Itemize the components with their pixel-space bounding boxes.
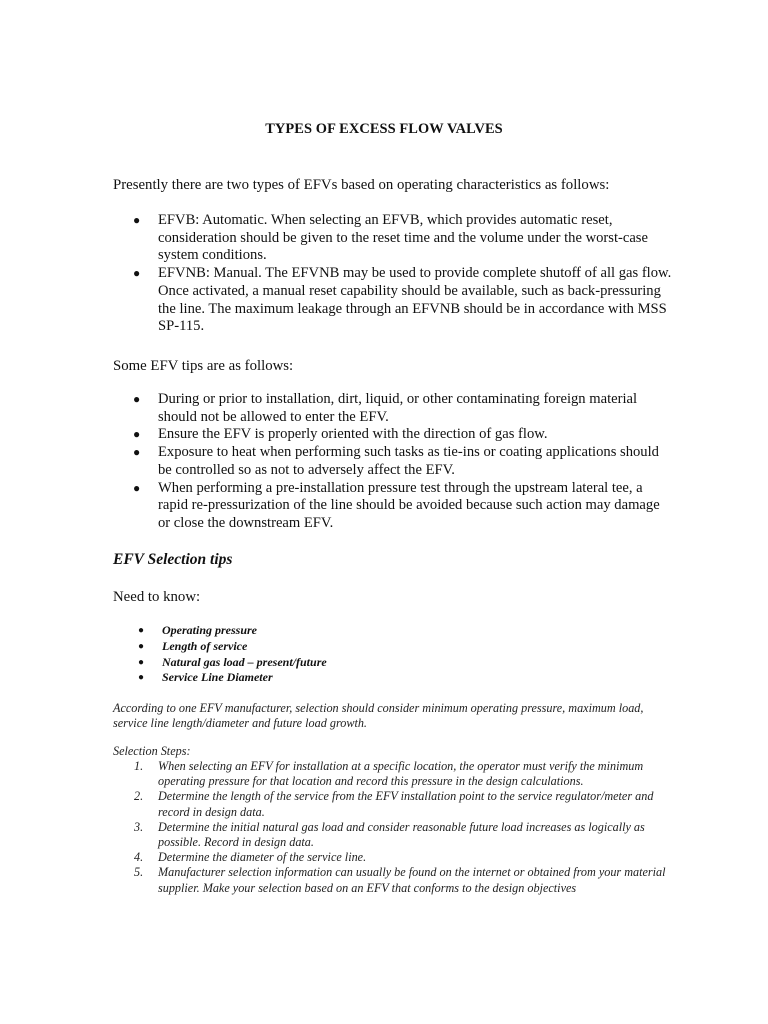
intro-paragraph: Presently there are two types of EFVs based on operating characteristics as follows: <box>113 177 610 193</box>
need-item: ● Natural gas load – present/future <box>138 654 327 669</box>
efv-tip-item: ● When performing a pre-installation pressure test through the upstream lateral tee, a rapid re-pressurization of the line should be avoided because such action may damage or close the downstream EFV. <box>133 479 660 531</box>
selection-step: 3. Determine the initial natural gas load and consider reasonable future load increases as logically as possible. Record in design data. <box>134 819 645 850</box>
need-item: ● Service Line Diameter <box>138 670 273 685</box>
selection-steps-label: Selection Steps: <box>113 744 191 758</box>
efv-type-item: ● EFVNB: Manual. The EFVNB may be used to provide complete shutoff of all gas flow. Once activated, a manual reset capability should be available, such as back-pressuring the line. The maximum leakage through an EFVNB should be in accordance with MSS SP-115. <box>133 265 672 335</box>
selection-step: 2. Determine the length of the service from the EFV installation point to the service regulator/meter and record in design data. <box>134 789 654 819</box>
bullet-icon: ● <box>133 266 141 281</box>
efv-tip-item: ● Exposure to heat when performing such tasks as tie-ins or coating applications should be controlled so as not to adversely affect the EFV. <box>133 444 659 478</box>
selection-steps-list <box>113 759 673 896</box>
efv-tip-item: ● Ensure the EFV is properly oriented with the direction of gas flow. <box>133 426 548 443</box>
bullet-icon: ● <box>133 427 141 442</box>
selection-tips-heading: EFV Selection tips <box>113 551 233 568</box>
efv-tips-list <box>113 391 673 533</box>
selection-step: 1. When selecting an EFV for installation at a specific location, the operator must verify the minimum operating pressure for that location and record this pressure in the design calculations. <box>134 759 644 789</box>
bullet-icon: ● <box>133 392 141 406</box>
selection-step: 5. Manufacturer selection information can usually be found on the internet or obtained from your material supplier. Make your selection based on an EFV that conforms to the design objectives <box>134 865 666 895</box>
efv-type-item: ● EFVB: Automatic. When selecting an EFVB, which provides automatic reset, consideration should be given to the reset time and the volume under the worst-case system conditions. <box>133 212 648 264</box>
tips-intro: Some EFV tips are as follows: <box>113 358 294 374</box>
manufacturer-note: According to one EFV manufacturer, selection should consider minimum operating pressure, maximum load, service line length/diameter and future load growth. <box>113 701 644 731</box>
bullet-icon: ● <box>138 625 145 636</box>
need-item: ● Length of service <box>138 638 248 653</box>
bullet-icon: ● <box>133 480 141 495</box>
selection-step: 4. Determine the diameter of the service line. <box>134 850 367 865</box>
document-title: TYPES OF EXCESS FLOW VALVES <box>265 121 503 137</box>
efv-tip-item: ● During or prior to installation, dirt, liquid, or other contaminating foreign material should not be allowed to enter the EFV. <box>133 391 638 425</box>
bullet-icon: ● <box>133 213 141 227</box>
efv-types-list <box>113 212 673 336</box>
need-item: ● Operating pressure <box>138 623 258 637</box>
need-to-know-list <box>113 623 327 686</box>
bullet-icon: ● <box>133 445 141 460</box>
bullet-icon: ● <box>138 656 145 668</box>
need-to-know-label: Need to know: <box>113 589 201 605</box>
bullet-icon: ● <box>138 640 145 652</box>
bullet-icon: ● <box>138 672 145 684</box>
